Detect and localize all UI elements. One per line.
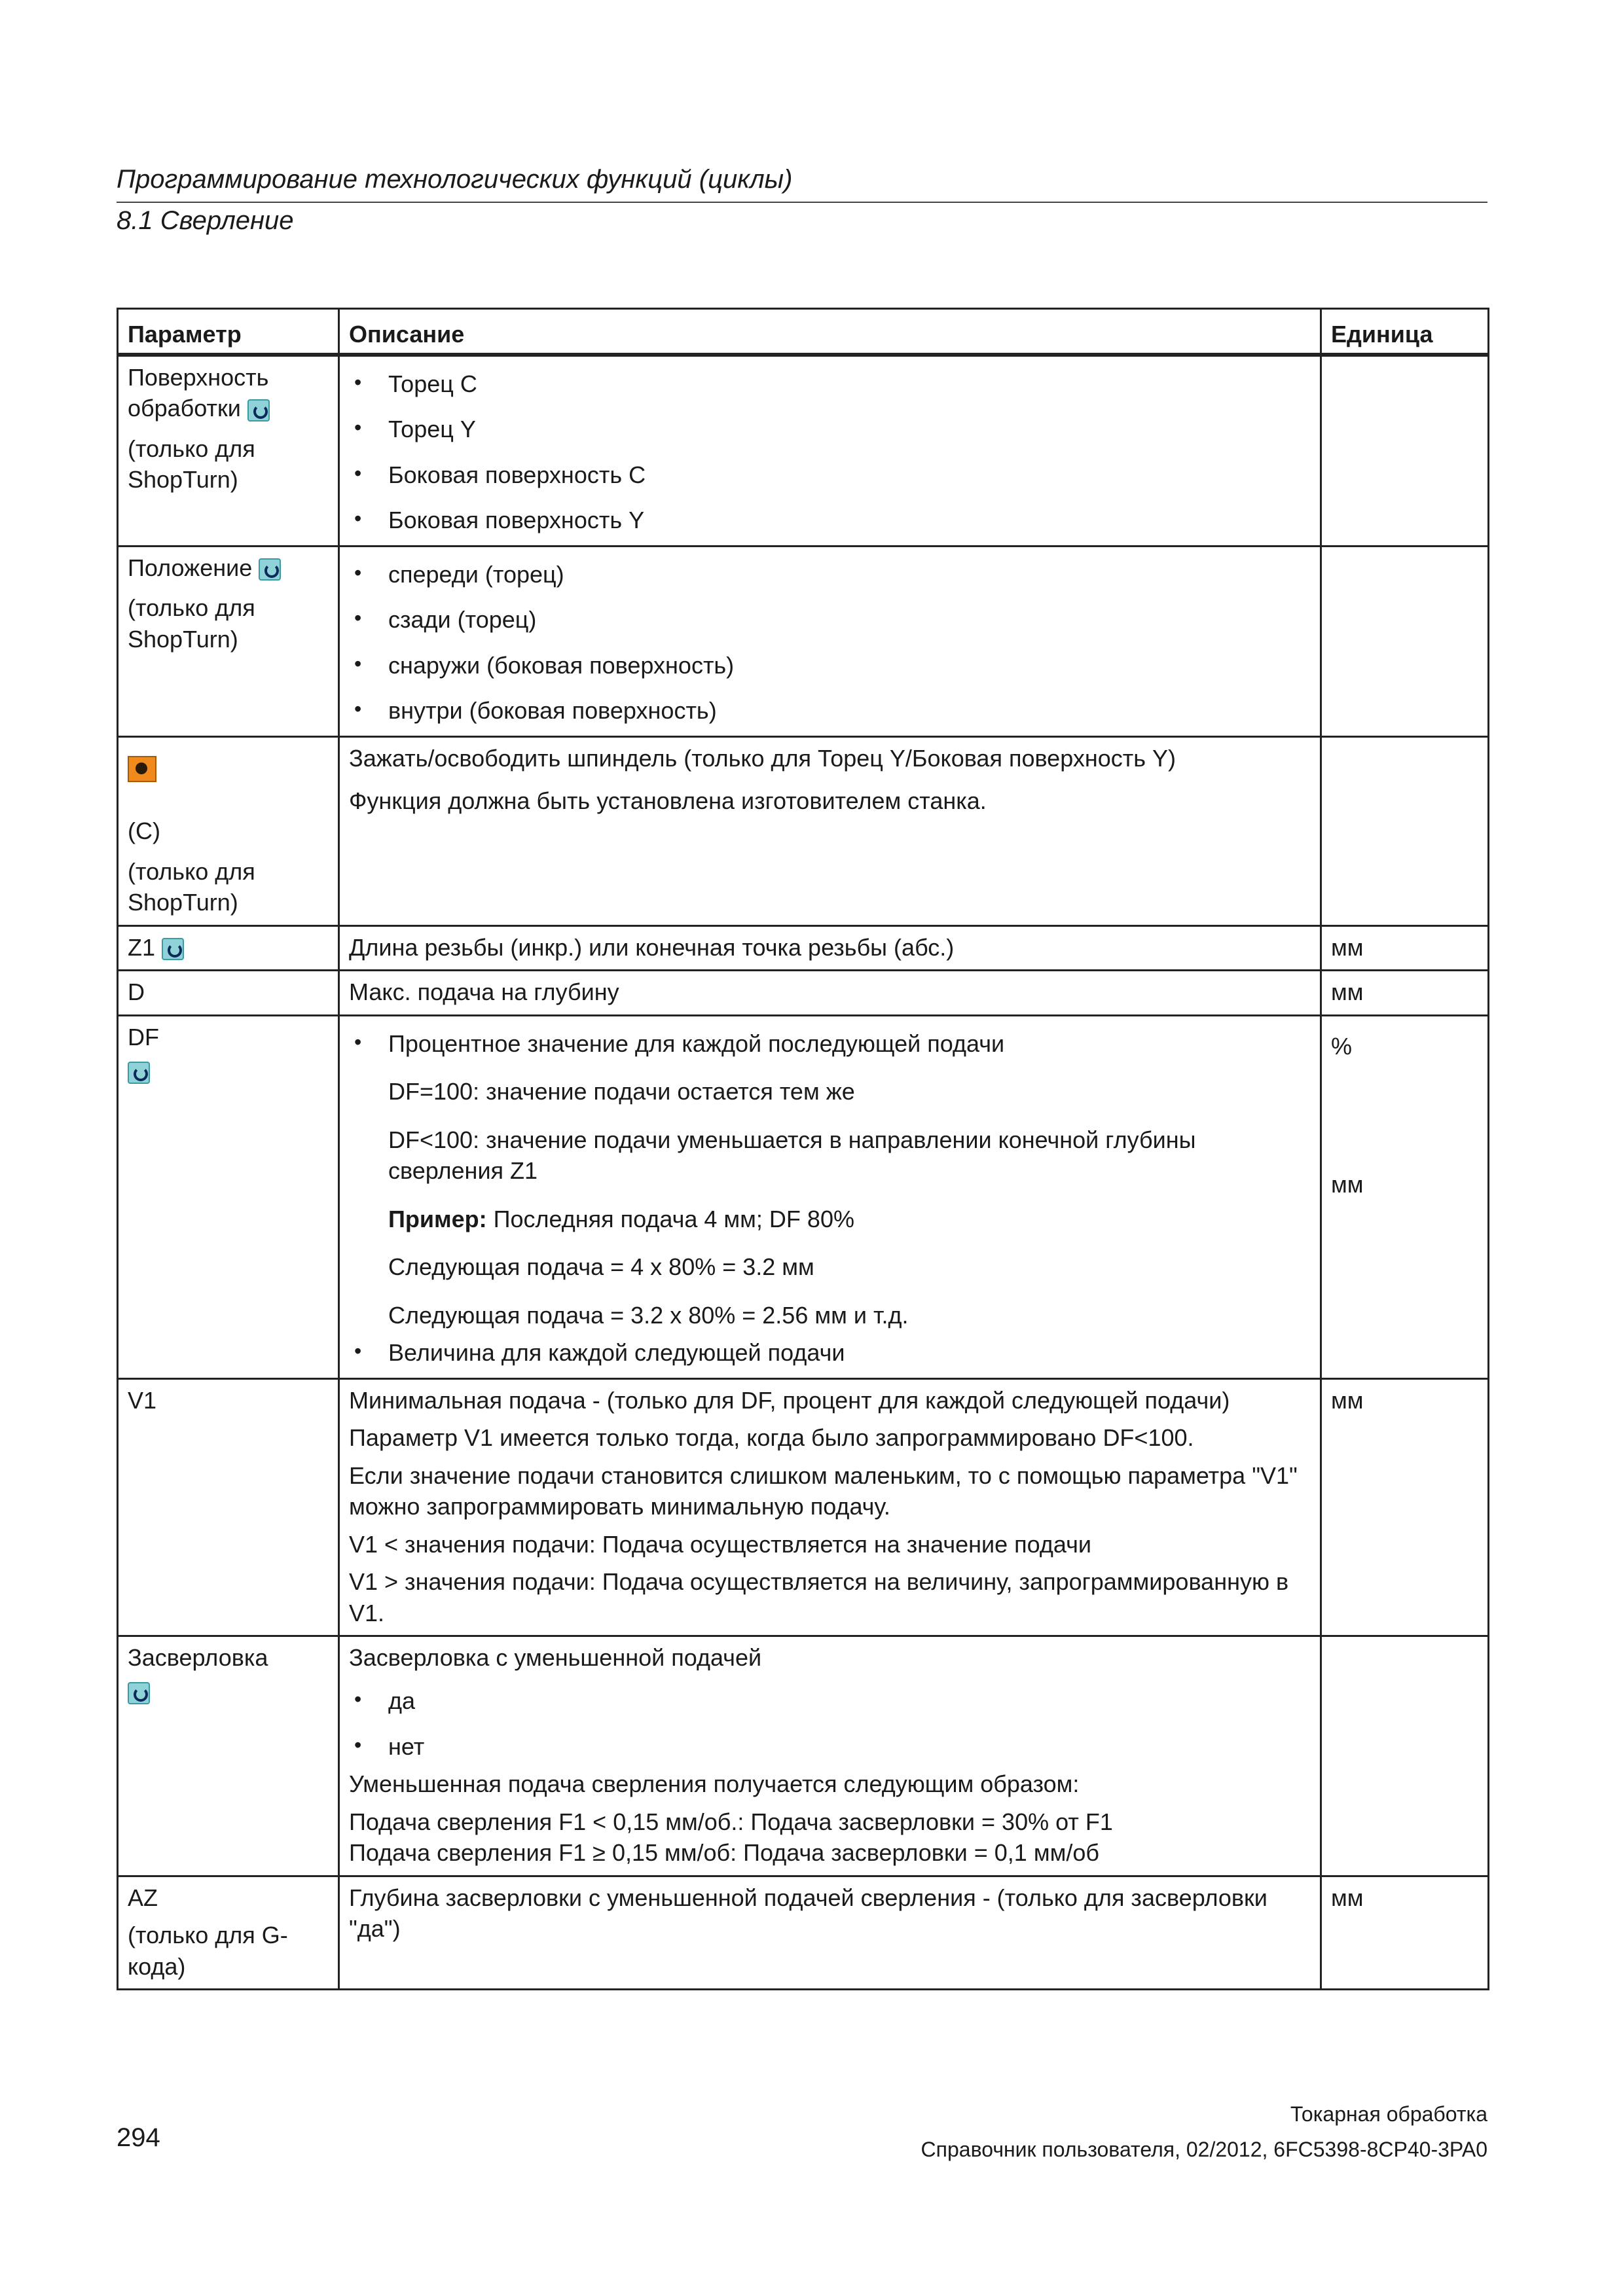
table-row	[118, 1876, 1489, 1990]
param-note: (только для ShopTurn)	[128, 435, 255, 493]
desc-line: Функция должна быть установлена изготовителем станка.	[349, 787, 987, 815]
list-item: • Торец Y	[349, 414, 1311, 445]
list-item: • снаружи (боковая поверхность)	[349, 650, 1311, 681]
unit-cell: мм	[1321, 1876, 1489, 1990]
chapter-title: Программирование технологических функций (циклы)	[117, 165, 793, 194]
desc-cell: Глубина засверловки с уменьшенной подачей сверления - (только для засверловки "да")	[339, 1876, 1321, 1990]
desc-cell	[339, 736, 1321, 925]
desc-cell	[339, 1378, 1321, 1636]
unit-value: мм	[1331, 1171, 1364, 1198]
table-row	[118, 736, 1489, 925]
header-unit: Единица	[1321, 309, 1489, 355]
table-row	[118, 1636, 1489, 1876]
param-name: DF	[128, 1023, 159, 1050]
list-item: • нет	[349, 1731, 1311, 1763]
unit-cell: мм	[1321, 971, 1489, 1016]
table-row	[118, 971, 1489, 1016]
param-symbol: (C)	[128, 817, 160, 845]
desc-cell	[339, 1636, 1321, 1876]
unit-cell: мм	[1321, 925, 1489, 971]
param-note: (только для ShopTurn)	[128, 594, 255, 653]
header-desc: Описание	[339, 309, 1321, 355]
unit-cell	[1321, 355, 1489, 547]
spindle-clamp-icon[interactable]	[128, 756, 156, 782]
unit-cell	[1321, 736, 1489, 925]
param-cell	[118, 736, 339, 925]
param-cell: D	[118, 971, 339, 1016]
desc-cell: Макс. подача на глубину	[339, 971, 1321, 1016]
rule-line: Подача сверления F1 ≥ 0,15 мм/об: Подача засверловки = 0,1 мм/об	[349, 1839, 1099, 1867]
parameter-table	[117, 308, 1489, 1990]
unit-cell	[1321, 546, 1489, 736]
table-row	[118, 1378, 1489, 1636]
param-name: Z1	[128, 933, 156, 961]
param-cell	[118, 1015, 339, 1378]
list-item: • да	[349, 1685, 1311, 1717]
header-divider	[117, 202, 1487, 203]
table-header-row	[118, 309, 1489, 355]
page-number: 294	[117, 2123, 160, 2152]
unit-cell	[1321, 1015, 1489, 1378]
param-name: Засверловка	[128, 1644, 268, 1672]
sub-line: Следующая подача = 4 x 80% = 3.2 мм	[388, 1253, 814, 1281]
param-cell	[118, 1636, 339, 1876]
desc-line: Минимальная подача - (только для DF, процент для каждой следующей подачи)	[349, 1386, 1230, 1414]
desc-cell	[339, 355, 1321, 547]
rule-line: Подача сверления F1 < 0,15 мм/об.: Подача засверловки = 30% от F1	[349, 1808, 1113, 1835]
list-item: • спереди (торец)	[349, 559, 1311, 590]
example-text: Последняя подача 4 мм; DF 80%	[493, 1205, 854, 1232]
desc-cell: Длина резьбы (инкр.) или конечная точка резьбы (абс.)	[339, 925, 1321, 971]
table-row	[118, 925, 1489, 971]
sub-line: Следующая подача = 3.2 x 80% = 2.56 мм и т.д.	[388, 1301, 909, 1329]
param-cell	[118, 925, 339, 971]
table-row	[118, 355, 1489, 547]
desc-line: V1 < значения подачи: Подача осуществляется на значение подачи	[349, 1530, 1091, 1558]
toggle-select-icon[interactable]	[128, 1682, 150, 1704]
param-cell: V1	[118, 1378, 339, 1636]
manual-reference: Справочник пользователя, 02/2012, 6FC5398-8CP40-3PA0	[921, 2138, 1487, 2161]
toggle-select-icon[interactable]	[247, 399, 270, 422]
desc-line: Параметр V1 имеется только тогда, когда было запрограммировано DF<100.	[349, 1424, 1194, 1452]
desc-line: V1 > значения подачи: Подача осуществляется на величину, запрограммированную в V1.	[349, 1568, 1289, 1626]
desc-line: Уменьшенная подача сверления получается следующим образом:	[349, 1770, 1080, 1798]
param-cell	[118, 546, 339, 736]
list-item: • Торец С	[349, 368, 1311, 400]
table-row	[118, 1015, 1489, 1378]
list-item: • Боковая поверхность Y	[349, 505, 1311, 536]
toggle-select-icon[interactable]	[128, 1062, 150, 1084]
list-item: • Боковая поверхность С	[349, 459, 1311, 491]
desc-line: Если значение подачи становится слишком маленьким, то с помощью параметра "V1" можно запрограммировать минимальную подачу.	[349, 1462, 1298, 1520]
list-item: • сзади (торец)	[349, 604, 1311, 636]
desc-line: Засверловка с уменьшенной подачей	[349, 1644, 762, 1672]
list-item: • внутри (боковая поверхность)	[349, 695, 1311, 726]
toggle-select-icon[interactable]	[162, 938, 184, 960]
unit-cell	[1321, 1636, 1489, 1876]
param-name: AZ	[128, 1884, 158, 1911]
table-row	[118, 546, 1489, 736]
param-name: Поверхность	[128, 363, 269, 391]
param-cell	[118, 355, 339, 547]
desc-cell	[339, 1015, 1321, 1378]
param-name: Положение	[128, 554, 253, 581]
unit-value: %	[1331, 1032, 1353, 1060]
list-item: • Величина для каждой следующей подачи	[349, 1337, 1311, 1369]
list-item: • Процентное значение для каждой последующей подачи	[349, 1028, 1311, 1060]
unit-cell: мм	[1321, 1378, 1489, 1636]
example-line	[349, 1204, 1311, 1235]
header-param: Параметр	[118, 309, 339, 355]
example-label: Пример:	[388, 1205, 487, 1232]
param-name: обработки	[128, 395, 241, 422]
desc-line: Зажать/освободить шпиндель (только для Торец Y/Боковая поверхность Y)	[349, 744, 1176, 772]
desc-cell	[339, 546, 1321, 736]
param-note: (только для G-кода)	[128, 1922, 288, 1980]
book-title: Токарная обработка	[1290, 2102, 1487, 2126]
sub-line: DF<100: значение подачи уменьшается в направлении конечной глубины сверления Z1	[388, 1126, 1196, 1185]
sub-line: DF=100: значение подачи остается тем же	[388, 1078, 855, 1105]
section-title: 8.1 Сверление	[117, 206, 294, 235]
toggle-select-icon[interactable]	[259, 558, 281, 581]
param-note: (только для ShopTurn)	[128, 857, 255, 916]
param-cell	[118, 1876, 339, 1990]
